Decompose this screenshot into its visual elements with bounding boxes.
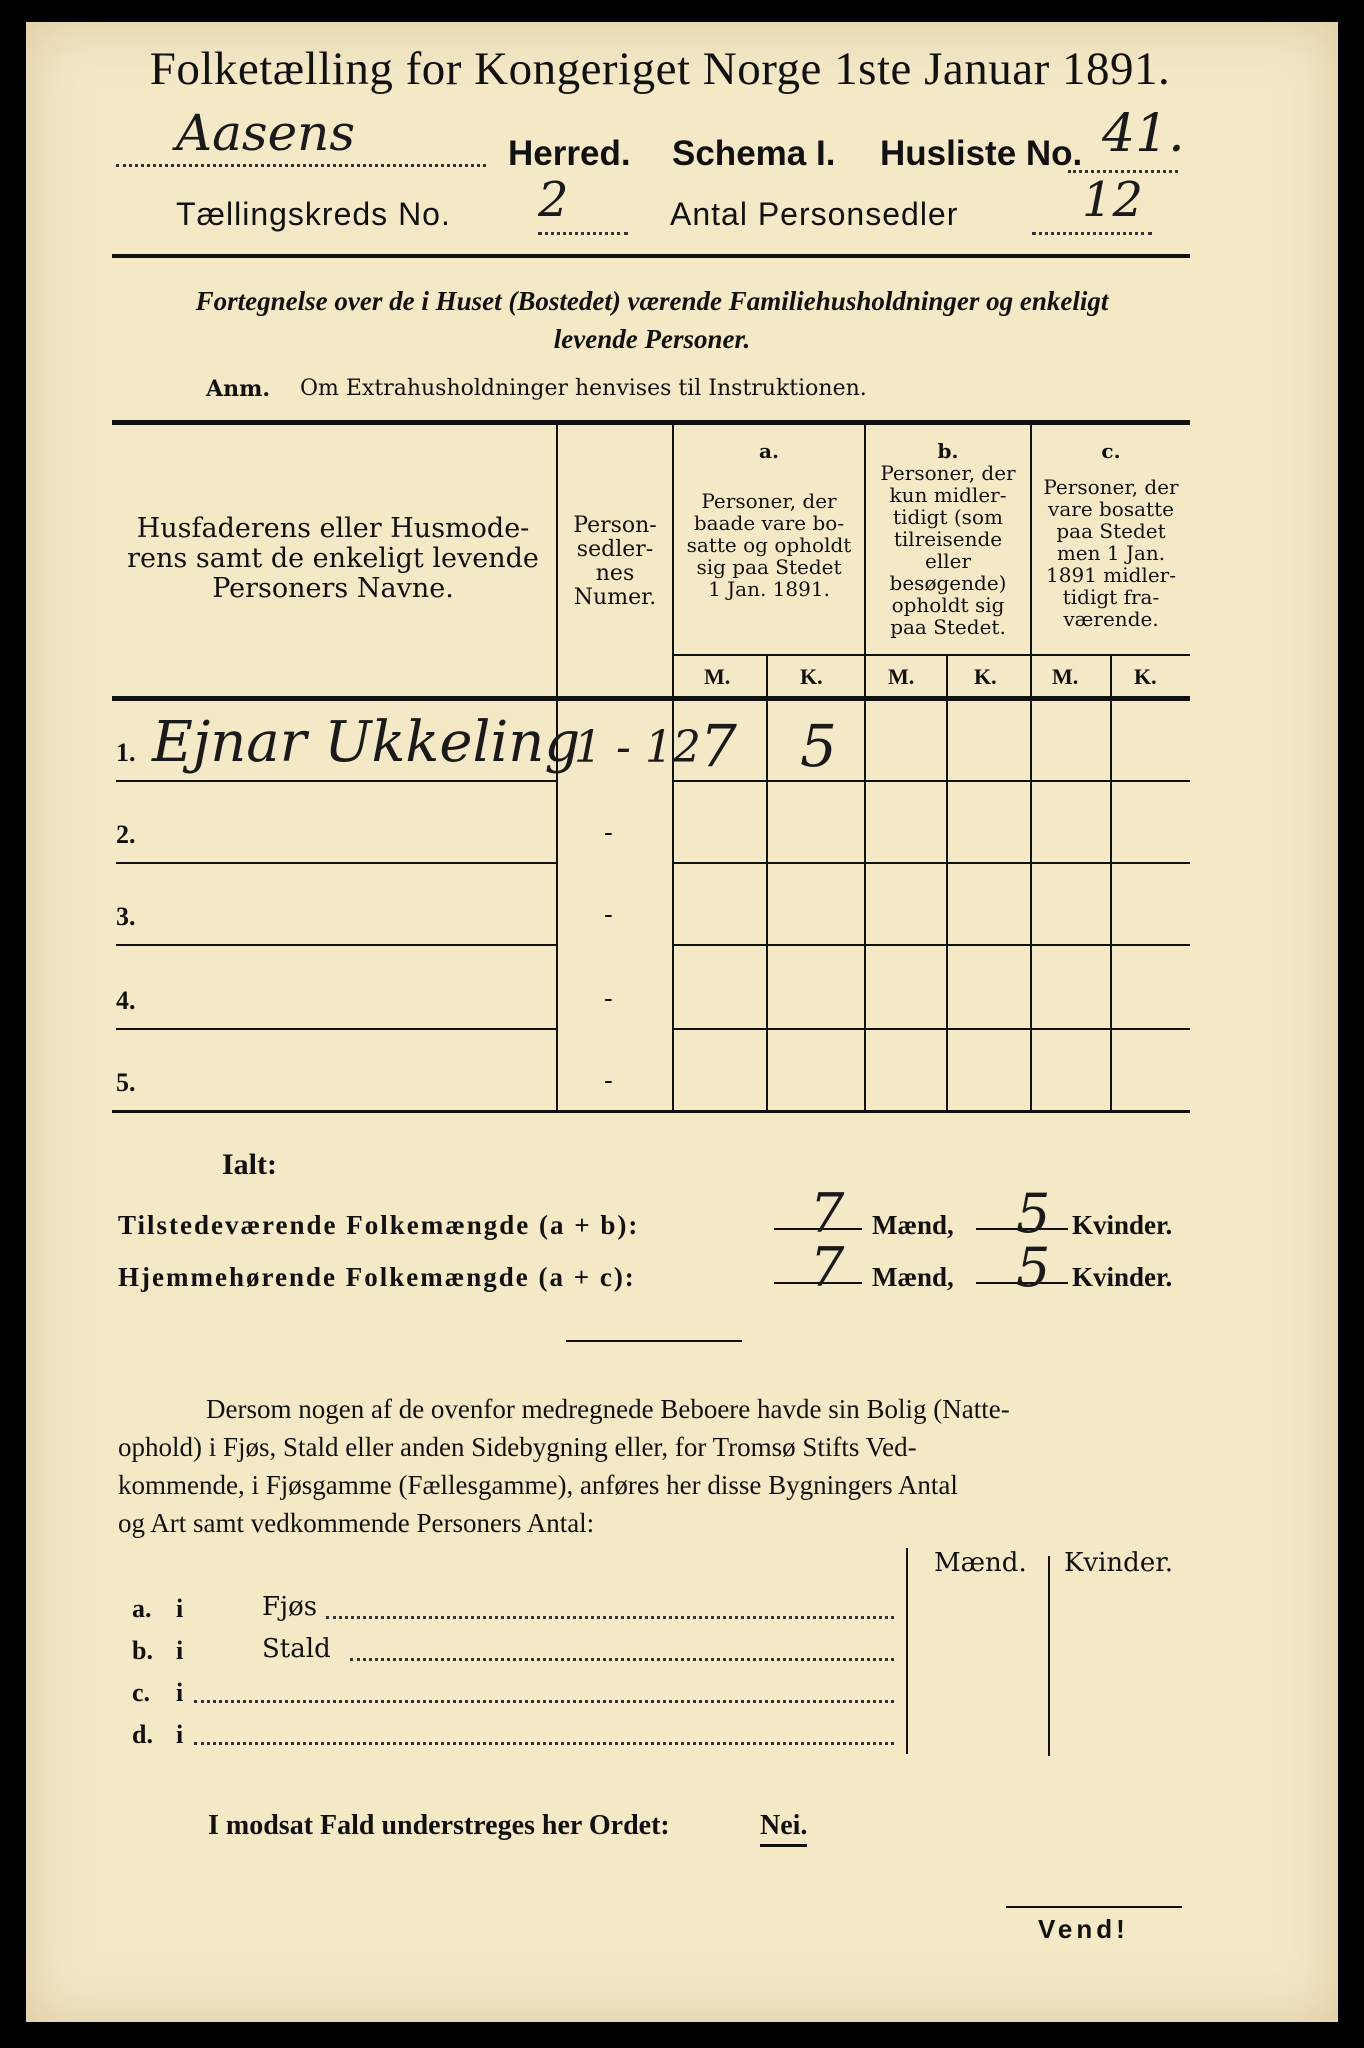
- a-k-header: K.: [800, 664, 823, 689]
- row-sedler: -: [604, 984, 613, 1014]
- row-line: [674, 862, 1190, 864]
- kreds-field: [538, 172, 628, 235]
- col-c-line: tidigt fra-: [1062, 585, 1160, 609]
- form-title: Folketælling for Kongeriget Norge 1ste Januar 1891.: [149, 43, 1171, 95]
- col-a-letter: a.: [759, 439, 779, 463]
- col-a-line: sig paa Stedet: [696, 555, 842, 579]
- tilst-maend: Mænd,: [872, 1210, 954, 1240]
- footer-item-letter: d.: [132, 1720, 153, 1749]
- nei-word: Nei.: [760, 1810, 807, 1847]
- footer-item-letter: b.: [132, 1636, 153, 1665]
- kreds-value: 2: [538, 172, 569, 228]
- row-sedler: 1 - 12: [574, 722, 701, 773]
- footer-item-dots: [326, 1616, 894, 1619]
- vend-label: Vend!: [1038, 1914, 1129, 1944]
- col-name-header-line: Husfaderens eller Husmode-: [136, 513, 530, 544]
- mk-header-rule: [672, 654, 1190, 656]
- tilst-k-value: 5: [1016, 1182, 1051, 1245]
- tilst-m-value: 7: [810, 1182, 845, 1245]
- a-m-header: M.: [704, 664, 731, 689]
- herred-field: [116, 104, 486, 167]
- row-sedler: -: [604, 818, 613, 848]
- col-name-header-line: Personers Navne.: [212, 573, 454, 604]
- row-a-m: 7: [700, 712, 737, 780]
- husliste-label: Husliste No.: [880, 134, 1083, 173]
- row-line: [674, 780, 1190, 782]
- col-c-line: Personer, der: [1043, 475, 1179, 499]
- herred-label: Herred.: [508, 134, 631, 173]
- col-num-header: [560, 514, 670, 610]
- col-b-line: Personer, der: [880, 461, 1016, 485]
- hjem-k-field: [976, 1236, 1068, 1299]
- col-name-header: [120, 514, 546, 604]
- footer-col-divider-mid: [1048, 1556, 1050, 1756]
- col-name-header-line: rens samt de enkeligt levende: [127, 543, 539, 574]
- footer-para-line: kommende, i Fjøsgamme (Fællesgamme), anføres her disse Bygningers Antal: [118, 1470, 958, 1500]
- row-line: [116, 944, 556, 946]
- footer-item-dots: [350, 1658, 894, 1661]
- row-number: 4.: [116, 986, 136, 1015]
- col-num-header-line: nes: [595, 561, 635, 586]
- b-k-header: K.: [974, 664, 997, 689]
- herred-value: Aasens: [176, 104, 356, 162]
- col-b-line: besøgende): [889, 571, 1007, 595]
- col-b-header: [866, 440, 1030, 638]
- modsat-text: I modsat Fald understreges her Ordet:: [208, 1810, 670, 1841]
- col-num-header-line: Person-: [573, 513, 657, 538]
- col-b-letter: b.: [937, 439, 959, 463]
- col-divider-c-mk: [1110, 656, 1112, 1112]
- footer-item-letter: a.: [132, 1594, 152, 1623]
- intro-line-2: levende Personer.: [553, 324, 751, 354]
- section-divider: [566, 1340, 742, 1342]
- footer-item-label: Fjøs: [262, 1592, 318, 1622]
- col-c-line: men 1 Jan.: [1056, 541, 1166, 565]
- footer-item-dots: [194, 1700, 894, 1703]
- anm-label: Anm.: [206, 376, 271, 402]
- footer-paragraph: [118, 1390, 1188, 1542]
- header-rule: [112, 254, 1190, 258]
- col-b-line: tilreisende: [893, 527, 1003, 551]
- footer-item-i: i: [176, 1720, 184, 1749]
- intro-line-1: Fortegnelse over de i Huset (Bostedet) værende Familiehusholdninger og enkeligt: [195, 286, 1109, 316]
- col-b-line: kun midler-: [889, 483, 1007, 507]
- col-num-header-line: sedler-: [576, 537, 654, 562]
- footer-para-line: ophold) i Fjøs, Stald eller anden Sidebygning eller, for Tromsø Stifts Ved-: [118, 1432, 917, 1462]
- row-sedler: -: [604, 900, 613, 930]
- col-num-header-line: Numer.: [573, 585, 657, 610]
- row-number: 2.: [116, 820, 136, 849]
- col-c-line: vare bosatte: [1048, 497, 1174, 521]
- tilst-k-field: [976, 1182, 1068, 1245]
- col-c-line: 1891 midler-: [1046, 563, 1176, 587]
- footer-item-dots: [194, 1742, 894, 1745]
- col-b-line: paa Stedet.: [890, 615, 1006, 639]
- footer-kvinder-header: Kvinder.: [1064, 1548, 1174, 1578]
- antal-label: Antal Personsedler: [670, 196, 959, 232]
- hjem-kvinder: Kvinder.: [1072, 1262, 1173, 1292]
- col-c-line: værende.: [1063, 607, 1159, 631]
- row-line: [116, 780, 556, 782]
- row-number: 5.: [116, 1068, 136, 1097]
- hjem-maend: Mænd,: [872, 1262, 954, 1292]
- c-k-header: K.: [1134, 664, 1157, 689]
- col-c-letter: c.: [1101, 439, 1121, 463]
- footer-item-i: i: [176, 1678, 184, 1707]
- col-c-line: paa Stedet: [1056, 519, 1166, 543]
- footer-item-i: i: [176, 1594, 184, 1623]
- col-b-line: tidigt (som: [893, 505, 1003, 529]
- husliste-value: 41.: [1102, 104, 1185, 164]
- ialt-label: Ialt:: [222, 1148, 277, 1181]
- row-line: [116, 1028, 556, 1030]
- col-c-header: [1032, 440, 1190, 630]
- row-number: 1.: [116, 738, 136, 767]
- vend-rule: [1006, 1906, 1182, 1908]
- footer-para-line: og Art samt vedkommende Personers Antal:: [118, 1508, 595, 1538]
- col-b-line: opholdt sig: [891, 593, 1005, 617]
- row-line: [674, 944, 1190, 946]
- col-divider-b-mk: [946, 656, 948, 1112]
- kreds-label: Tællingskreds No.: [176, 196, 451, 232]
- row-line: [674, 1028, 1190, 1030]
- husliste-field: [1068, 104, 1185, 173]
- hjem-m-value: 7: [810, 1236, 845, 1299]
- schema-label: Schema I.: [672, 134, 836, 173]
- col-a-line: satte og opholdt: [686, 533, 852, 557]
- col-b-line: eller: [924, 549, 972, 573]
- anm-text: Om Extrahusholdninger henvises til Instruktionen.: [300, 376, 867, 401]
- b-m-header: M.: [888, 664, 915, 689]
- footer-item-label: Stald: [262, 1634, 331, 1664]
- footer-item-letter: c.: [132, 1678, 151, 1707]
- col-a-line: Personer, der: [701, 489, 837, 513]
- row-sedler: -: [604, 1066, 613, 1096]
- col-a-line: baade vare bo-: [693, 511, 845, 535]
- tilst-kvinder: Kvinder.: [1072, 1210, 1173, 1240]
- col-divider-a-mk: [766, 656, 768, 1112]
- row-a-k: 5: [800, 712, 837, 780]
- row-number: 3.: [116, 902, 136, 931]
- row-line: [116, 862, 556, 864]
- table-top-rule: [112, 420, 1190, 425]
- hjem-label: Hjemmehørende Folkemængde (a + c):: [118, 1262, 636, 1292]
- footer-col-divider-left: [906, 1548, 908, 1754]
- row-name: Ejnar Ukkeling: [152, 710, 581, 775]
- hjem-m-field: [774, 1236, 862, 1299]
- col-a-line: 1 Jan. 1891.: [708, 577, 830, 601]
- table-bottom-rule: [112, 1110, 1190, 1113]
- antal-value: 12: [1082, 172, 1144, 228]
- tilst-label: Tilstedeværende Folkemængde (a + b):: [118, 1210, 640, 1240]
- antal-field: [1032, 172, 1152, 235]
- hjem-k-value: 5: [1016, 1236, 1051, 1299]
- col-a-header: [674, 440, 864, 600]
- footer-para-line: Dersom nogen af de ovenfor medregnede Beboere havde sin Bolig (Natte-: [206, 1394, 1010, 1424]
- table-header-rule: [112, 696, 1190, 701]
- footer-item-i: i: [176, 1636, 184, 1665]
- tilst-m-field: [774, 1182, 862, 1245]
- c-m-header: M.: [1052, 664, 1079, 689]
- footer-maend-header: Mænd.: [934, 1548, 1027, 1578]
- census-form-page: [26, 22, 1338, 2022]
